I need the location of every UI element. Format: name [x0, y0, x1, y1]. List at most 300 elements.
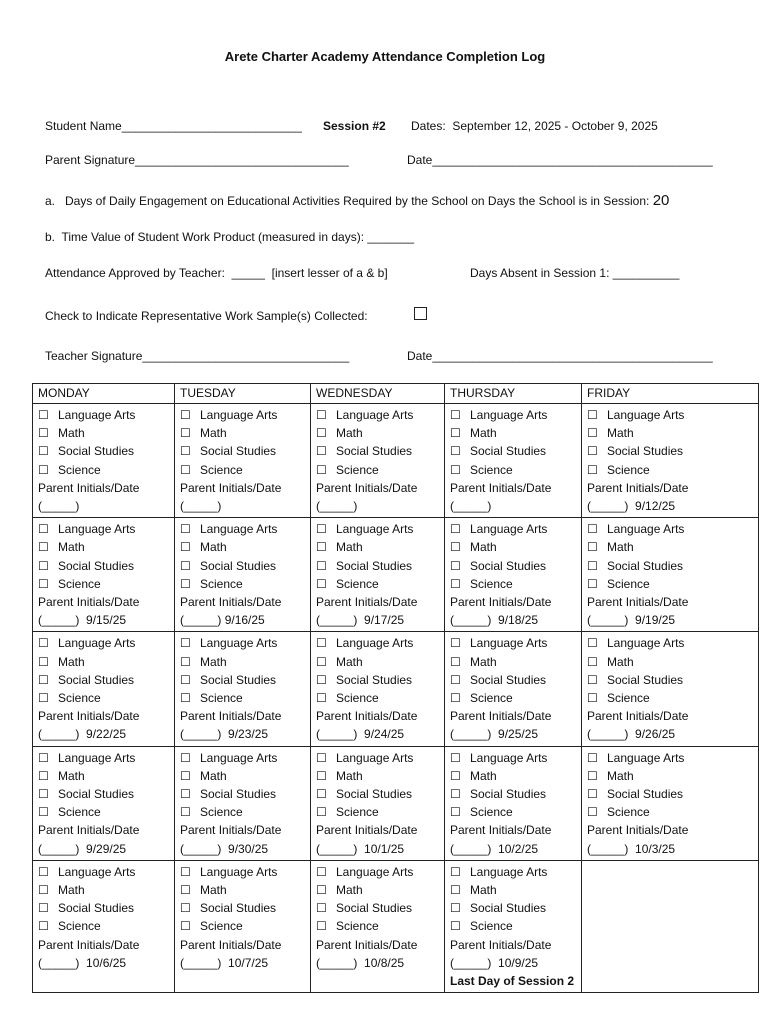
week-rows [33, 404, 759, 993]
subject-label: Math [200, 883, 227, 898]
subject-checkbox-item[interactable] [180, 424, 305, 442]
day-cell [582, 404, 759, 518]
subject-checkbox-item[interactable] [38, 785, 169, 803]
parent-initials-label: Parent Initials/Date [180, 937, 282, 952]
subject-checkbox-item[interactable] [38, 538, 169, 556]
subject-checkbox-item[interactable] [587, 538, 753, 556]
initials-date-field[interactable]: (_____) 9/22/25 [38, 727, 127, 742]
parent-initials-label: Parent Initials/Date [38, 480, 140, 495]
checkbox-icon[interactable]: ☐ [180, 883, 191, 898]
subject-label: Science [58, 805, 101, 820]
parent-initials-label: Parent Initials/Date [38, 595, 140, 610]
subject-checkbox-item[interactable] [38, 634, 169, 652]
parent-initials-label: Parent Initials/Date [316, 595, 418, 610]
subject-checkbox-item[interactable] [316, 863, 439, 881]
subject-label: Social Studies [336, 444, 413, 459]
subject-checkbox-item[interactable] [450, 461, 576, 479]
subject-checkbox-item[interactable] [587, 653, 753, 671]
checkbox-icon[interactable]: ☐ [450, 883, 461, 898]
subject-checkbox-item[interactable] [316, 689, 439, 707]
checkbox-icon[interactable]: ☐ [180, 787, 191, 802]
checkbox-icon[interactable]: ☐ [38, 864, 49, 879]
checkbox-icon[interactable]: ☐ [587, 654, 598, 669]
subject-label: Language Arts [200, 750, 278, 765]
checkbox-icon[interactable]: ☐ [38, 636, 49, 651]
checkbox-icon[interactable]: ☐ [587, 672, 598, 687]
checkbox-icon[interactable]: ☐ [180, 426, 191, 441]
subject-checkbox-item[interactable] [180, 803, 305, 821]
subject-checkbox-item[interactable] [316, 899, 439, 917]
checkbox-icon[interactable]: ☐ [38, 654, 49, 669]
initials-date-field[interactable]: (_____) [38, 499, 80, 514]
subject-checkbox-item[interactable] [38, 653, 169, 671]
subject-checkbox-item[interactable] [450, 917, 576, 935]
initials-date-field[interactable]: (_____) 10/8/25 [316, 955, 405, 970]
subject-checkbox-item[interactable] [450, 899, 576, 917]
subject-checkbox-item[interactable] [180, 461, 305, 479]
checkbox-icon[interactable]: ☐ [38, 768, 49, 783]
checkbox-icon[interactable]: ☐ [450, 768, 461, 783]
checkbox-icon[interactable]: ☐ [180, 750, 191, 765]
subject-checkbox-item[interactable] [587, 785, 753, 803]
checkbox-icon[interactable]: ☐ [316, 901, 327, 916]
subject-label: Language Arts [336, 864, 414, 879]
checkbox-icon[interactable]: ☐ [316, 636, 327, 651]
checkbox-icon[interactable]: ☐ [587, 787, 598, 802]
checkbox-icon[interactable]: ☐ [316, 426, 327, 441]
initials-date-field[interactable]: (_____) [450, 499, 492, 514]
subject-checkbox-item[interactable] [450, 538, 576, 556]
parent-initials-label: Parent Initials/Date [38, 937, 140, 952]
checkbox-icon[interactable]: ☐ [450, 787, 461, 802]
subject-label: Science [200, 919, 243, 934]
checkbox-icon[interactable]: ☐ [316, 919, 327, 934]
checkbox-icon[interactable]: ☐ [38, 691, 49, 706]
subject-checkbox-item[interactable] [450, 803, 576, 821]
checkbox-icon[interactable]: ☐ [316, 540, 327, 555]
checkbox-icon[interactable]: ☐ [180, 522, 191, 537]
initials-date-field[interactable]: (_____) 9/24/25 [316, 727, 405, 742]
subject-checkbox-item[interactable] [450, 520, 576, 538]
subject-label: Math [470, 540, 497, 555]
work-sample-label: Check to Indicate Representative Work Sample(s) Collected: [45, 309, 368, 323]
initials-date-field[interactable]: (_____) 9/23/25 [180, 727, 269, 742]
table-row [33, 632, 759, 746]
subject-checkbox-item[interactable] [38, 767, 169, 785]
checkbox-icon[interactable]: ☐ [180, 864, 191, 879]
subject-checkbox-item[interactable] [316, 749, 439, 767]
checkbox-icon[interactable]: ☐ [38, 558, 49, 573]
checkbox-icon[interactable]: ☐ [587, 426, 598, 441]
day-cell [311, 404, 445, 518]
checkbox-icon[interactable]: ☐ [316, 864, 327, 879]
subject-checkbox-item[interactable] [316, 767, 439, 785]
subject-checkbox-item[interactable] [316, 634, 439, 652]
checkbox-icon[interactable]: ☐ [587, 444, 598, 459]
last-day-note: Last Day of Session 2 [450, 974, 575, 989]
subject-checkbox-item[interactable] [180, 899, 305, 917]
subject-checkbox-item[interactable] [38, 671, 169, 689]
initials-date-field[interactable]: (_____) 9/17/25 [316, 613, 405, 628]
subject-label: Math [200, 540, 227, 555]
subject-checkbox-item[interactable] [180, 575, 305, 593]
subject-label: Social Studies [336, 558, 413, 573]
subject-checkbox-item[interactable] [38, 575, 169, 593]
subject-checkbox-item[interactable] [450, 557, 576, 575]
subject-label: Social Studies [200, 672, 277, 687]
subject-label: Science [607, 462, 650, 477]
initials-date-field[interactable]: (_____) 9/25/25 [450, 727, 539, 742]
subject-checkbox-item[interactable] [38, 917, 169, 935]
day-cell [582, 518, 759, 632]
subject-checkbox-item[interactable] [180, 634, 305, 652]
checkbox-icon[interactable]: ☐ [38, 576, 49, 591]
table-row [33, 860, 759, 992]
subject-label: Science [200, 462, 243, 477]
subject-checkbox-item[interactable] [587, 671, 753, 689]
subject-checkbox-item[interactable] [38, 899, 169, 917]
subject-label: Science [470, 462, 513, 477]
initials-date-field[interactable]: (_____) 10/2/25 [450, 841, 539, 856]
subject-checkbox-item[interactable] [38, 520, 169, 538]
checkbox-icon[interactable]: ☐ [587, 540, 598, 555]
initials-date-field[interactable]: (_____) 10/3/25 [587, 841, 676, 856]
checkbox-icon[interactable]: ☐ [180, 558, 191, 573]
subject-checkbox-item[interactable] [450, 653, 576, 671]
subject-checkbox-item[interactable] [316, 803, 439, 821]
subject-label: Science [58, 691, 101, 706]
checkbox-icon[interactable]: ☐ [450, 408, 461, 422]
checkbox-icon[interactable]: ☐ [450, 864, 461, 879]
subject-checkbox-item[interactable] [316, 557, 439, 575]
subject-checkbox-item[interactable] [587, 461, 753, 479]
subject-checkbox-item[interactable] [316, 442, 439, 460]
checkbox-icon[interactable]: ☐ [180, 462, 191, 477]
subject-checkbox-item[interactable] [180, 557, 305, 575]
subject-checkbox-item[interactable] [587, 689, 753, 707]
checkbox-icon[interactable]: ☐ [180, 805, 191, 820]
subject-checkbox-item[interactable] [180, 785, 305, 803]
subject-checkbox-item[interactable] [450, 424, 576, 442]
checkbox-icon[interactable]: ☐ [450, 654, 461, 669]
checkbox-icon[interactable]: ☐ [587, 636, 598, 651]
checkbox-icon[interactable]: ☐ [180, 540, 191, 555]
checkbox-icon[interactable]: ☐ [450, 444, 461, 459]
subject-checkbox-item[interactable] [38, 749, 169, 767]
initials-date-field[interactable]: (_____) 9/15/25 [38, 613, 127, 628]
subject-checkbox-item[interactable] [450, 767, 576, 785]
checkbox-icon[interactable]: ☐ [38, 462, 49, 477]
subject-checkbox-item[interactable] [587, 424, 753, 442]
subject-label: Math [607, 426, 634, 441]
checkbox-icon[interactable]: ☐ [450, 426, 461, 441]
parent-initials-label: Parent Initials/Date [180, 823, 282, 838]
subject-checkbox-item[interactable] [587, 557, 753, 575]
checkbox-icon[interactable]: ☐ [316, 462, 327, 477]
subject-checkbox-item[interactable] [587, 767, 753, 785]
subject-checkbox-item[interactable] [316, 671, 439, 689]
parent-initials-label: Parent Initials/Date [450, 480, 552, 495]
checkbox-icon[interactable]: ☐ [316, 654, 327, 669]
parent-signature-field[interactable]: Parent Signature________________________________ [45, 153, 349, 167]
initials-date-field[interactable]: (_____) 9/29/25 [38, 841, 127, 856]
checkbox-icon[interactable]: ☐ [180, 901, 191, 916]
day-cell [445, 404, 582, 518]
day-cell [445, 632, 582, 746]
parent-initials-label: Parent Initials/Date [316, 480, 418, 495]
subject-checkbox-item[interactable] [180, 442, 305, 460]
checkbox-icon[interactable]: ☐ [316, 408, 327, 422]
subject-checkbox-item[interactable] [587, 634, 753, 652]
initials-date-field[interactable]: (_____) 10/6/25 [38, 955, 127, 970]
subject-checkbox-item[interactable] [180, 917, 305, 935]
checkbox-icon[interactable]: ☐ [450, 750, 461, 765]
checkbox-icon[interactable]: ☐ [180, 768, 191, 783]
subject-checkbox-item[interactable] [450, 749, 576, 767]
subject-checkbox-item[interactable] [450, 689, 576, 707]
checkbox-icon[interactable]: ☐ [180, 691, 191, 706]
subject-label: Science [607, 576, 650, 591]
initials-date-field[interactable]: (_____) 9/30/25 [180, 841, 269, 856]
checkbox-icon[interactable]: ☐ [316, 805, 327, 820]
subject-label: Social Studies [200, 787, 277, 802]
checkbox-icon[interactable]: ☐ [316, 750, 327, 765]
checkbox-icon[interactable]: ☐ [38, 540, 49, 555]
subject-checkbox-item[interactable] [38, 461, 169, 479]
item-b-field[interactable]: b. Time Value of Student Work Product (measured in days): _______ [45, 230, 415, 244]
checkbox-icon[interactable]: ☐ [450, 462, 461, 477]
subject-checkbox-item[interactable] [180, 406, 305, 424]
checkbox-icon[interactable]: ☐ [316, 787, 327, 802]
subject-checkbox-item[interactable] [450, 863, 576, 881]
checkbox-icon[interactable]: ☐ [38, 750, 49, 765]
checkbox-icon[interactable]: ☐ [38, 883, 49, 898]
subject-checkbox-item[interactable] [316, 881, 439, 899]
subject-checkbox-item[interactable] [180, 767, 305, 785]
checkbox-icon[interactable]: ☐ [38, 408, 49, 422]
subject-checkbox-item[interactable] [450, 634, 576, 652]
subject-label: Math [58, 768, 85, 783]
subject-label: Social Studies [470, 672, 547, 687]
subject-checkbox-item[interactable] [180, 671, 305, 689]
subject-checkbox-item[interactable] [180, 538, 305, 556]
initials-date-field[interactable]: (_____) 9/16/25 [180, 613, 265, 628]
day-cell [311, 518, 445, 632]
checkbox-icon[interactable]: ☐ [180, 919, 191, 934]
initials-date-field[interactable]: (_____) 10/1/25 [316, 841, 405, 856]
checkbox-icon[interactable]: ☐ [450, 901, 461, 916]
checkbox-icon[interactable]: ☐ [450, 672, 461, 687]
checkbox-icon[interactable]: ☐ [587, 750, 598, 765]
day-header: MONDAY [33, 384, 175, 404]
table-row [33, 518, 759, 632]
subject-checkbox-item[interactable] [38, 424, 169, 442]
checkbox-icon[interactable]: ☐ [38, 919, 49, 934]
parent-initials-label: Parent Initials/Date [38, 823, 140, 838]
subject-checkbox-item[interactable] [38, 406, 169, 424]
parent-initials-label: Parent Initials/Date [180, 595, 282, 610]
subject-checkbox-item[interactable] [316, 785, 439, 803]
subject-label: Language Arts [336, 750, 414, 765]
checkbox-icon[interactable]: ☐ [450, 805, 461, 820]
page-title: Arete Charter Academy Attendance Completion Log [224, 49, 546, 64]
checkbox-icon[interactable]: ☐ [587, 805, 598, 820]
initials-date-field[interactable]: (_____) 9/18/25 [450, 613, 539, 628]
checkbox-icon[interactable]: ☐ [38, 787, 49, 802]
parent-initials-label: Parent Initials/Date [587, 480, 689, 495]
checkbox-icon[interactable]: ☐ [316, 576, 327, 591]
subject-checkbox-item[interactable] [587, 520, 753, 538]
checkbox-icon[interactable]: ☐ [180, 654, 191, 669]
student-name-field[interactable]: Student Name___________________________ [45, 119, 302, 133]
subject-checkbox-item[interactable] [180, 653, 305, 671]
checkbox-icon[interactable]: ☐ [450, 558, 461, 573]
subject-label: Math [58, 654, 85, 669]
initials-date-field[interactable]: (_____) 9/26/25 [587, 727, 676, 742]
checkbox-icon[interactable]: ☐ [587, 462, 598, 477]
initials-date-field[interactable]: (_____) 10/7/25 [180, 955, 269, 970]
day-cell [175, 632, 311, 746]
subject-checkbox-item[interactable] [38, 557, 169, 575]
initials-date-field[interactable]: (_____) 9/19/25 [587, 613, 676, 628]
checkbox-icon[interactable]: ☐ [450, 576, 461, 591]
checkbox-icon[interactable]: ☐ [180, 636, 191, 651]
initials-date-field[interactable]: (_____) [180, 499, 222, 514]
checkbox-icon[interactable]: ☐ [38, 426, 49, 441]
table-row [33, 404, 759, 518]
teacher-date-field[interactable]: Date__________________________________________ [407, 349, 713, 363]
attendance-approved-field[interactable]: Attendance Approved by Teacher: _____ [insert lesser of a & b] [45, 266, 388, 280]
subject-label: Language Arts [58, 750, 136, 765]
checkbox-icon[interactable]: ☐ [180, 672, 191, 687]
subject-checkbox-item[interactable] [180, 689, 305, 707]
subject-label: Language Arts [470, 636, 548, 651]
checkbox-icon[interactable]: ☐ [587, 691, 598, 706]
subject-checkbox-item[interactable] [316, 406, 439, 424]
subject-checkbox-item[interactable] [450, 785, 576, 803]
subject-checkbox-item[interactable] [316, 575, 439, 593]
checkbox-icon[interactable]: ☐ [180, 444, 191, 459]
parent-date-field[interactable]: Date__________________________________________ [407, 153, 713, 167]
checkbox-icon[interactable]: ☐ [38, 901, 49, 916]
subject-label: Language Arts [200, 408, 278, 422]
checkbox-icon[interactable]: ☐ [587, 768, 598, 783]
subject-checkbox-item[interactable] [38, 803, 169, 821]
subject-checkbox-item[interactable] [450, 671, 576, 689]
subject-checkbox-item[interactable] [38, 689, 169, 707]
subject-checkbox-item[interactable] [316, 538, 439, 556]
subject-checkbox-item[interactable] [450, 881, 576, 899]
subject-label: Language Arts [607, 636, 685, 651]
subject-label: Language Arts [336, 522, 414, 537]
subject-checkbox-item[interactable] [38, 442, 169, 460]
subject-checkbox-item[interactable] [587, 803, 753, 821]
initials-date-field[interactable]: (_____) [316, 499, 358, 514]
checkbox-icon[interactable]: ☐ [450, 691, 461, 706]
subject-checkbox-item[interactable] [180, 863, 305, 881]
subject-checkbox-item[interactable] [180, 881, 305, 899]
subject-checkbox-item[interactable] [316, 424, 439, 442]
subject-checkbox-item[interactable] [450, 406, 576, 424]
parent-initials-label: Parent Initials/Date [316, 709, 418, 724]
subject-label: Science [607, 805, 650, 820]
subject-checkbox-item[interactable] [316, 461, 439, 479]
checkbox-icon[interactable]: ☐ [316, 444, 327, 459]
day-cell [311, 746, 445, 860]
checkbox-icon[interactable]: ☐ [180, 576, 191, 591]
checkbox-icon[interactable]: ☐ [587, 558, 598, 573]
subject-label: Social Studies [200, 901, 277, 916]
subject-label: Math [607, 540, 634, 555]
subject-label: Math [470, 768, 497, 783]
parent-initials-label: Parent Initials/Date [450, 937, 552, 952]
initials-date-field[interactable]: (_____) 9/12/25 [587, 499, 676, 514]
checkbox-icon[interactable]: ☐ [38, 522, 49, 537]
subject-checkbox-item[interactable] [180, 520, 305, 538]
checkbox-icon[interactable]: ☐ [38, 672, 49, 687]
parent-initials-label: Parent Initials/Date [180, 709, 282, 724]
subject-label: Language Arts [58, 864, 136, 879]
subject-label: Science [336, 919, 379, 934]
subject-label: Language Arts [607, 750, 685, 765]
checkbox-icon[interactable]: ☐ [180, 408, 191, 422]
subject-checkbox-item[interactable] [180, 749, 305, 767]
checkbox-icon[interactable]: ☐ [587, 522, 598, 537]
days-absent-field[interactable]: Days Absent in Session 1: __________ [470, 266, 680, 280]
checkbox-icon[interactable]: ☐ [316, 883, 327, 898]
checkbox-icon[interactable]: ☐ [38, 805, 49, 820]
subject-label: Science [470, 576, 513, 591]
subject-label: Math [200, 654, 227, 669]
work-sample-checkbox[interactable] [414, 307, 427, 320]
subject-checkbox-item[interactable] [450, 442, 576, 460]
subject-label: Science [58, 919, 101, 934]
checkbox-icon[interactable]: ☐ [587, 576, 598, 591]
checkbox-icon[interactable]: ☐ [316, 691, 327, 706]
subject-label: Social Studies [470, 558, 547, 573]
subject-checkbox-item[interactable] [450, 575, 576, 593]
checkbox-icon[interactable]: ☐ [316, 672, 327, 687]
checkbox-icon[interactable]: ☐ [587, 408, 598, 422]
day-cell [582, 860, 759, 992]
initials-date-field[interactable]: (_____) 10/9/25 [450, 955, 539, 970]
checkbox-icon[interactable]: ☐ [316, 522, 327, 537]
teacher-signature-field[interactable]: Teacher Signature_______________________________ [45, 349, 350, 363]
day-cell [175, 518, 311, 632]
subject-label: Social Studies [200, 444, 277, 459]
subject-label: Social Studies [58, 672, 135, 687]
subject-label: Math [336, 540, 363, 555]
subject-checkbox-item[interactable] [38, 881, 169, 899]
checkbox-icon[interactable]: ☐ [450, 522, 461, 537]
subject-label: Language Arts [200, 522, 278, 537]
checkbox-icon[interactable]: ☐ [450, 636, 461, 651]
subject-checkbox-item[interactable] [587, 575, 753, 593]
subject-checkbox-item[interactable] [316, 520, 439, 538]
checkbox-icon[interactable]: ☐ [316, 558, 327, 573]
checkbox-icon[interactable]: ☐ [38, 444, 49, 459]
subject-checkbox-item[interactable] [38, 863, 169, 881]
subject-checkbox-item[interactable] [316, 917, 439, 935]
subject-checkbox-item[interactable] [587, 749, 753, 767]
checkbox-icon[interactable]: ☐ [316, 768, 327, 783]
subject-label: Math [470, 883, 497, 898]
checkbox-icon[interactable]: ☐ [450, 919, 461, 934]
subject-checkbox-item[interactable] [587, 442, 753, 460]
subject-checkbox-item[interactable] [316, 653, 439, 671]
subject-checkbox-item[interactable] [587, 406, 753, 424]
checkbox-icon[interactable]: ☐ [450, 540, 461, 555]
